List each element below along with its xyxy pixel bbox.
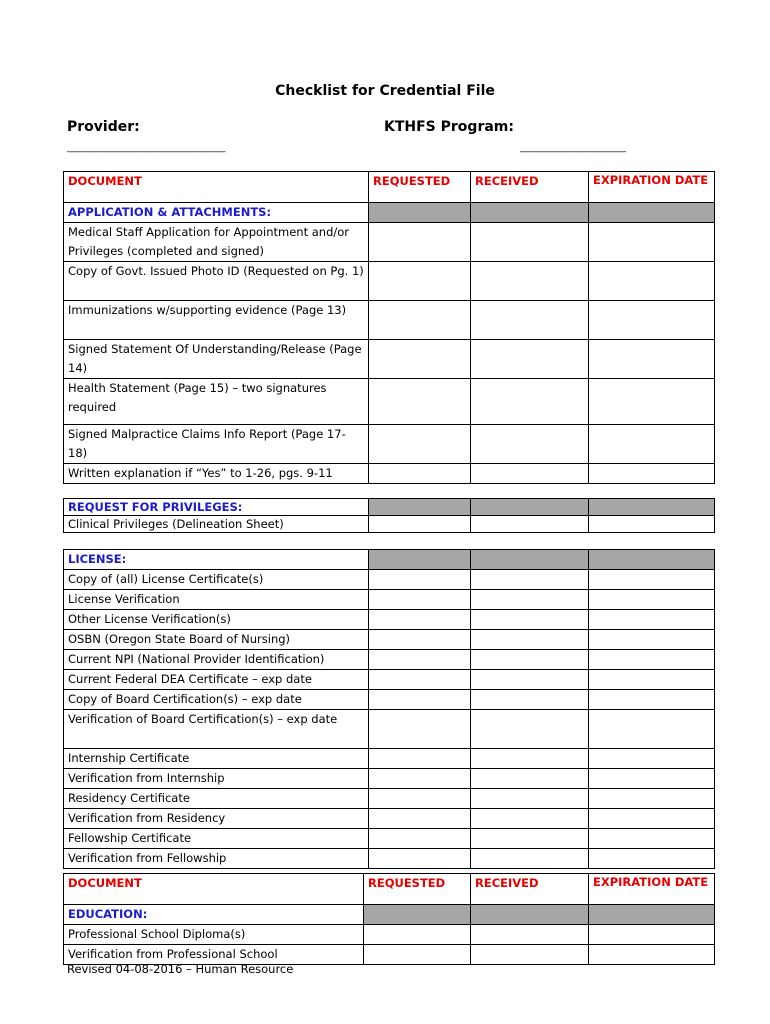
section-title-application: APPLICATION & ATTACHMENTS:	[64, 203, 369, 223]
requested-cell[interactable]	[369, 610, 471, 630]
requested-cell[interactable]	[369, 590, 471, 610]
expiration-cell[interactable]	[589, 379, 715, 425]
received-cell[interactable]	[471, 809, 589, 829]
expiration-cell[interactable]	[589, 610, 715, 630]
section-title-license: LICENSE:	[64, 550, 369, 570]
document-item: Verification from Internship	[64, 769, 369, 789]
expiration-cell[interactable]	[589, 769, 715, 789]
requested-cell[interactable]	[369, 690, 471, 710]
expiration-cell[interactable]	[589, 340, 715, 379]
section-title-education: EDUCATION:	[64, 905, 364, 925]
received-cell[interactable]	[471, 945, 589, 965]
document-item: Signed Statement Of Understanding/Release (Page 14)	[64, 340, 369, 379]
received-cell[interactable]	[471, 630, 589, 650]
requested-cell[interactable]	[369, 516, 471, 533]
document-item: Current Federal DEA Certificate – exp date	[64, 670, 369, 690]
expiration-cell[interactable]	[589, 630, 715, 650]
expiration-cell[interactable]	[589, 262, 715, 301]
expiration-cell[interactable]	[589, 670, 715, 690]
program-label: KTHFS Program:	[384, 119, 514, 135]
application-table	[63, 171, 715, 484]
received-cell[interactable]	[471, 340, 589, 379]
expiration-cell[interactable]	[589, 223, 715, 262]
requested-cell[interactable]	[369, 829, 471, 849]
received-cell[interactable]	[471, 849, 589, 869]
document-item: Immunizations w/supporting evidence (Page 13)	[64, 301, 369, 340]
expiration-cell[interactable]	[589, 590, 715, 610]
expiration-cell[interactable]	[589, 301, 715, 340]
expiration-cell[interactable]	[589, 710, 715, 749]
requested-cell[interactable]	[369, 650, 471, 670]
document-item: Residency Certificate	[64, 789, 369, 809]
header-requested: REQUESTED	[369, 172, 471, 203]
received-cell[interactable]	[471, 570, 589, 590]
received-cell[interactable]	[471, 262, 589, 301]
received-cell[interactable]	[471, 650, 589, 670]
expiration-cell[interactable]	[589, 650, 715, 670]
document-item: Verification from Residency	[64, 809, 369, 829]
requested-cell[interactable]	[369, 340, 471, 379]
expiration-cell[interactable]	[589, 945, 715, 965]
received-cell[interactable]	[471, 789, 589, 809]
requested-cell[interactable]	[369, 710, 471, 749]
received-cell[interactable]	[471, 516, 589, 533]
document-item: Verification from Professional School	[64, 945, 364, 965]
requested-cell[interactable]	[369, 670, 471, 690]
expiration-cell[interactable]	[589, 425, 715, 464]
document-item: OSBN (Oregon State Board of Nursing)	[64, 630, 369, 650]
received-cell[interactable]	[471, 464, 589, 484]
expiration-cell[interactable]	[589, 925, 715, 945]
privileges-table	[63, 498, 715, 533]
received-cell[interactable]	[471, 749, 589, 769]
document-item: Copy of (all) License Certificate(s)	[64, 570, 369, 590]
requested-cell[interactable]	[369, 809, 471, 829]
document-item: Internship Certificate	[64, 749, 369, 769]
requested-cell[interactable]	[369, 749, 471, 769]
requested-cell[interactable]	[369, 223, 471, 262]
header-received: RECEIVED	[471, 172, 589, 203]
provider-label: Provider:	[67, 119, 140, 135]
expiration-cell[interactable]	[589, 809, 715, 829]
expiration-cell[interactable]	[589, 516, 715, 533]
program-field-line[interactable]: ______________________________	[520, 143, 625, 153]
header-received: RECEIVED	[471, 874, 589, 905]
education-table	[63, 873, 715, 965]
document-item: Other License Verification(s)	[64, 610, 369, 630]
requested-cell[interactable]	[369, 464, 471, 484]
expiration-cell[interactable]	[589, 570, 715, 590]
received-cell[interactable]	[471, 670, 589, 690]
requested-cell[interactable]	[369, 630, 471, 650]
requested-cell[interactable]	[364, 945, 471, 965]
document-item: Medical Staff Application for Appointment and/or Privileges (completed and signed)	[64, 223, 369, 262]
received-cell[interactable]	[471, 710, 589, 749]
expiration-cell[interactable]	[589, 690, 715, 710]
header-document: DOCUMENT	[64, 172, 369, 203]
received-cell[interactable]	[471, 610, 589, 630]
received-cell[interactable]	[471, 425, 589, 464]
section-title-privileges: REQUEST FOR PRIVILEGES:	[64, 499, 369, 516]
received-cell[interactable]	[471, 925, 589, 945]
received-cell[interactable]	[471, 223, 589, 262]
received-cell[interactable]	[471, 301, 589, 340]
document-item: Copy of Board Certification(s) – exp date	[64, 690, 369, 710]
requested-cell[interactable]	[369, 301, 471, 340]
expiration-cell[interactable]	[589, 789, 715, 809]
requested-cell[interactable]	[369, 789, 471, 809]
received-cell[interactable]	[471, 379, 589, 425]
requested-cell[interactable]	[369, 849, 471, 869]
header-expiration: EXPIRATION DATE	[589, 874, 715, 905]
expiration-cell[interactable]	[589, 749, 715, 769]
document-item: Health Statement (Page 15) – two signatures required	[64, 379, 369, 425]
document-item: Signed Malpractice Claims Info Report (Page 17-18)	[64, 425, 369, 464]
header-expiration: EXPIRATION DATE	[589, 172, 715, 203]
document-item: Fellowship Certificate	[64, 829, 369, 849]
received-cell[interactable]	[471, 829, 589, 849]
document-item: Clinical Privileges (Delineation Sheet)	[64, 516, 369, 533]
requested-cell[interactable]	[369, 425, 471, 464]
revision-footer: Revised 04-08-2016 – Human Resource	[67, 962, 294, 976]
requested-cell[interactable]	[369, 769, 471, 789]
expiration-cell[interactable]	[589, 829, 715, 849]
provider-field-line[interactable]: _____________________________________________	[67, 143, 225, 153]
header-requested: REQUESTED	[364, 874, 471, 905]
document-item: Current NPI (National Provider Identification)	[64, 650, 369, 670]
document-item: License Verification	[64, 590, 369, 610]
received-cell[interactable]	[471, 590, 589, 610]
license-table	[63, 549, 715, 869]
header-document: DOCUMENT	[64, 874, 364, 905]
received-cell[interactable]	[471, 690, 589, 710]
document-item: Professional School Diploma(s)	[64, 925, 364, 945]
requested-cell[interactable]	[364, 925, 471, 945]
document-item: Copy of Govt. Issued Photo ID (Requested on Pg. 1)	[64, 262, 369, 301]
document-item: Verification of Board Certification(s) – exp date	[64, 710, 369, 749]
expiration-cell[interactable]	[589, 849, 715, 869]
requested-cell[interactable]	[369, 379, 471, 425]
requested-cell[interactable]	[369, 262, 471, 301]
page-title: Checklist for Credential File	[275, 83, 495, 99]
received-cell[interactable]	[471, 769, 589, 789]
expiration-cell[interactable]	[589, 464, 715, 484]
requested-cell[interactable]	[369, 570, 471, 590]
document-item: Written explanation if “Yes” to 1-26, pgs. 9-11	[64, 464, 369, 484]
document-item: Verification from Fellowship	[64, 849, 369, 869]
